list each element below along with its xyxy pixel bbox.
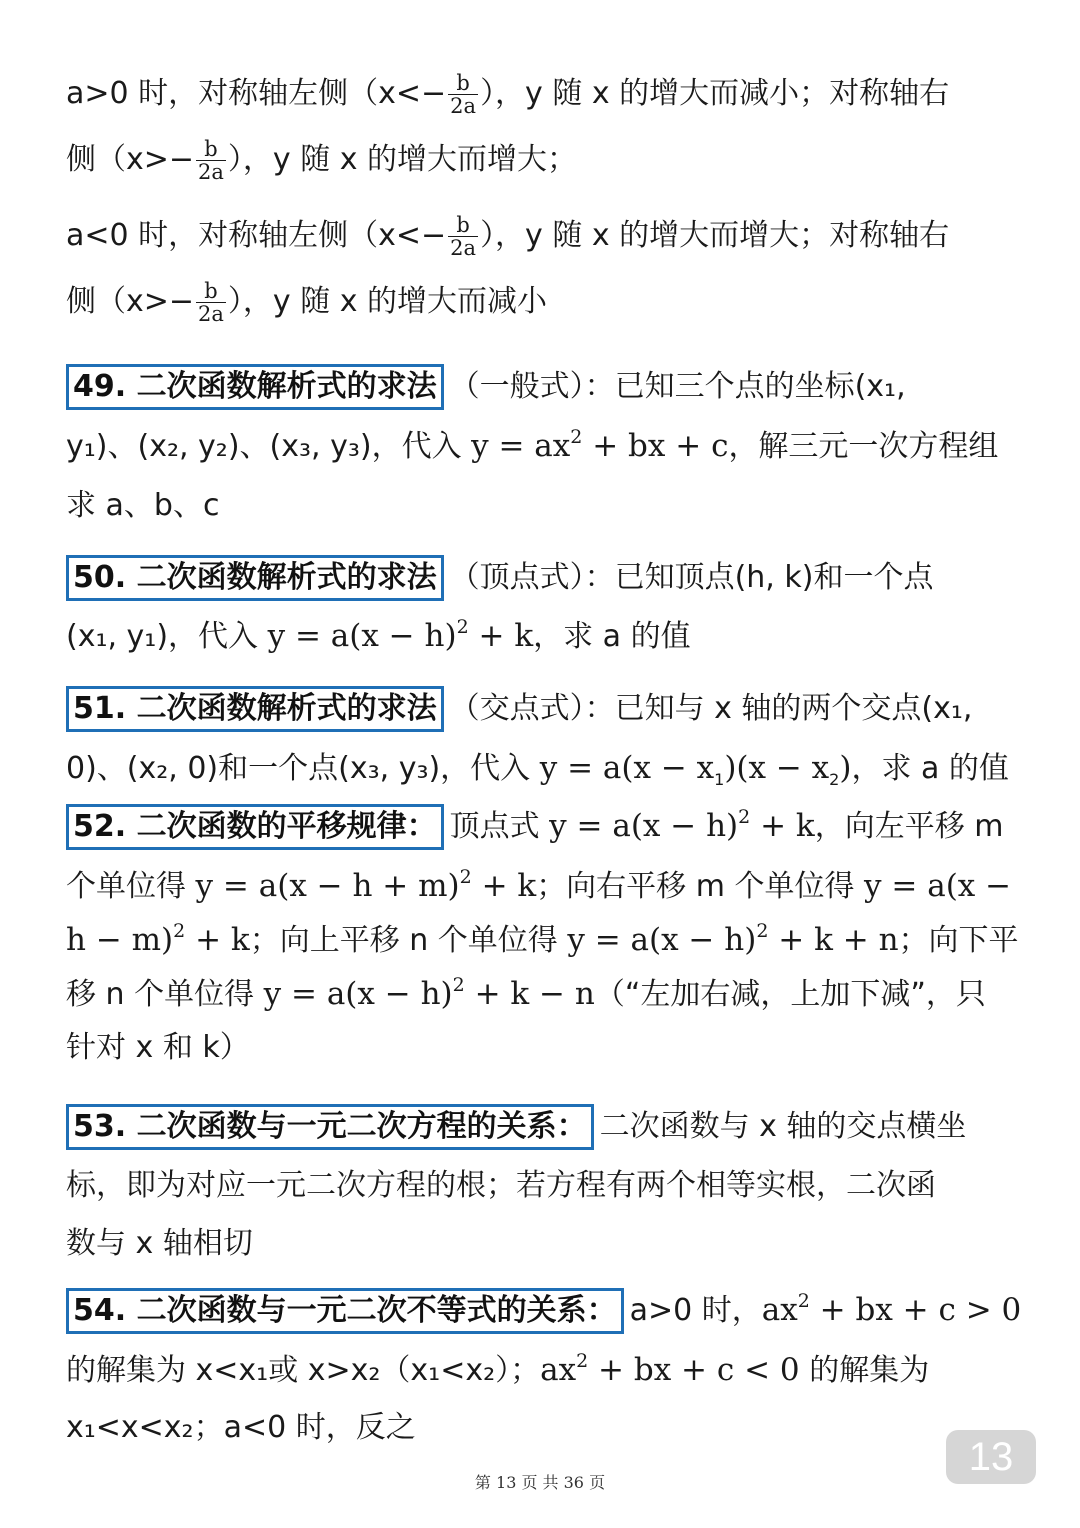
s49-line-2 xyxy=(66,424,1050,472)
formula: ) xyxy=(839,750,852,786)
formula: + k xyxy=(468,618,534,654)
s51-line-2 xyxy=(66,746,1050,795)
text: x₁<x<x₂；a<0 时，反之 xyxy=(66,1410,416,1445)
s49-line-3 xyxy=(66,484,1050,528)
text: ，向左平移 m xyxy=(814,809,1004,844)
formula: ax xyxy=(540,1352,577,1388)
s50-line-1 xyxy=(66,555,1050,601)
s53-line-2 xyxy=(66,1164,1050,1208)
formula: y = a(x − h) xyxy=(549,808,739,844)
exponent: 2 xyxy=(173,920,186,942)
text: 侧（x>− xyxy=(66,142,195,177)
text: 移 n 个单位得 xyxy=(66,977,264,1012)
text: 个单位得 xyxy=(66,869,196,904)
text: 0)、(x₂, 0)和一个点(x₃, y₃)，代入 xyxy=(66,751,540,786)
text: （顶点式）：已知顶点(h, k)和一个点 xyxy=(449,560,934,595)
text: 顶点式 xyxy=(449,809,550,844)
formula: y = a(x − xyxy=(864,868,1012,904)
s52-line-2 xyxy=(66,864,1050,912)
formula: )(x − x xyxy=(724,750,830,786)
p48-line-3 xyxy=(66,214,1050,259)
page-footer: 第 13 页 共 36 页 xyxy=(474,1473,606,1492)
fraction-b-over-2a xyxy=(448,72,478,117)
exponent: 2 xyxy=(738,806,751,828)
exponent: 2 xyxy=(459,866,472,888)
formula: + k xyxy=(750,808,815,844)
section-52-heading: 52. 二次函数的平移规律： xyxy=(66,804,444,850)
section-53-heading: 53. 二次函数与一元二次方程的关系： xyxy=(66,1104,594,1150)
s50-line-2 xyxy=(66,614,1050,662)
subscript: 1 xyxy=(714,770,725,789)
text: ），y 随 x 的增大而增大； xyxy=(227,142,578,177)
denominator: 2a xyxy=(450,236,477,260)
s54-line-3 xyxy=(66,1406,1050,1450)
numerator: b xyxy=(196,138,226,161)
formula: h − m) xyxy=(66,922,174,958)
text: y₁)、(x₂, y₂)、(x₃, y₃)，代入 xyxy=(66,429,472,464)
formula: + k xyxy=(471,868,537,904)
formula: y = ax xyxy=(471,428,571,464)
p48-line-2 xyxy=(66,138,1050,183)
exponent: 2 xyxy=(756,920,769,942)
text: 二次函数与 x 轴的交点横坐 xyxy=(599,1109,967,1144)
text: 求 a、b、c xyxy=(66,488,220,523)
text: ；向下平 xyxy=(898,923,1019,958)
section-49-heading: 49. 二次函数解析式的求法 xyxy=(66,364,444,410)
subscript: 2 xyxy=(829,770,840,789)
section-51-heading: 51. 二次函数解析式的求法 xyxy=(66,686,444,732)
formula: + k xyxy=(185,922,250,958)
text: 的解集为 xyxy=(799,1353,930,1388)
text: 标，即为对应一元二次方程的根；若方程有两个相等实根，二次函 xyxy=(66,1168,936,1203)
text: a>0 时，对称轴左侧（x<− xyxy=(66,76,447,111)
section-54-heading: 54. 二次函数与一元二次不等式的关系： xyxy=(66,1288,624,1334)
denominator: 2a xyxy=(198,302,224,326)
numerator: b xyxy=(448,214,478,237)
formula: y = a(x − h) xyxy=(263,976,453,1012)
formula: y = a(x − x xyxy=(539,750,715,786)
p48-line-1 xyxy=(66,72,1050,117)
s52-line-1 xyxy=(66,804,1050,852)
text: （“左加右减，上加下减”，只 xyxy=(594,977,986,1012)
s52-line-4 xyxy=(66,972,1050,1020)
formula: y = a(x − h) xyxy=(267,618,457,654)
formula: ax xyxy=(761,1292,798,1328)
denominator: 2a xyxy=(450,94,477,118)
exponent: 2 xyxy=(452,974,465,996)
formula: + bx + c < 0 xyxy=(588,1352,800,1388)
formula: + bx + c xyxy=(582,428,729,464)
s53-line-3 xyxy=(66,1222,1050,1266)
s52-line-3 xyxy=(66,918,1050,966)
text: (x₁, y₁)，代入 xyxy=(66,619,268,654)
text: ），y 随 x 的增大而减小 xyxy=(227,284,548,319)
text: ；向右平移 m 个单位得 xyxy=(536,869,865,904)
text: a>0 时， xyxy=(629,1293,762,1328)
fraction-b-over-2a xyxy=(448,214,478,259)
fraction-b-over-2a xyxy=(196,138,226,183)
text: ；向上平移 n 个单位得 xyxy=(249,923,568,958)
exponent: 2 xyxy=(797,1290,810,1312)
s52-line-5 xyxy=(66,1026,1050,1070)
s51-line-1 xyxy=(66,686,1050,732)
formula: + bx + c > 0 xyxy=(809,1292,1022,1328)
formula: y = a(x − h + m) xyxy=(195,868,460,904)
section-50-heading: 50. 二次函数解析式的求法 xyxy=(66,555,444,601)
text: ），y 随 x 的增大而减小；对称轴右 xyxy=(480,76,950,111)
exponent: 2 xyxy=(570,426,583,448)
text: 的解集为 x<x₁或 x>x₂（x₁<x₂）； xyxy=(66,1353,541,1388)
formula: y = a(x − h) xyxy=(567,922,757,958)
s54-line-1 xyxy=(66,1288,1050,1336)
text: ，求 a 的值 xyxy=(851,751,1009,786)
numerator: b xyxy=(448,72,478,95)
text: （一般式）：已知三个点的坐标(x₁, xyxy=(449,369,906,404)
page-number-badge: 13 xyxy=(946,1430,1036,1484)
text: 侧（x>− xyxy=(66,284,195,319)
fraction-b-over-2a xyxy=(196,280,226,325)
formula: + k + n xyxy=(768,922,899,958)
formula: + k − n xyxy=(464,976,595,1012)
p48-line-4 xyxy=(66,280,1050,325)
text: a<0 时，对称轴左侧（x<− xyxy=(66,218,447,253)
text: （交点式）：已知与 x 轴的两个交点(x₁, xyxy=(449,691,973,726)
exponent: 2 xyxy=(456,616,469,638)
text: ，解三元一次方程组 xyxy=(728,429,999,464)
s53-line-1 xyxy=(66,1104,1050,1150)
text: ），y 随 x 的增大而增大；对称轴右 xyxy=(480,218,950,253)
s49-line-1 xyxy=(66,364,1050,410)
text: 针对 x 和 k） xyxy=(66,1030,250,1065)
denominator: 2a xyxy=(198,160,224,184)
exponent: 2 xyxy=(576,1350,589,1372)
text: ，求 a 的值 xyxy=(533,619,691,654)
text: 数与 x 轴相切 xyxy=(66,1226,253,1261)
numerator: b xyxy=(196,280,226,303)
s54-line-2 xyxy=(66,1348,1050,1396)
